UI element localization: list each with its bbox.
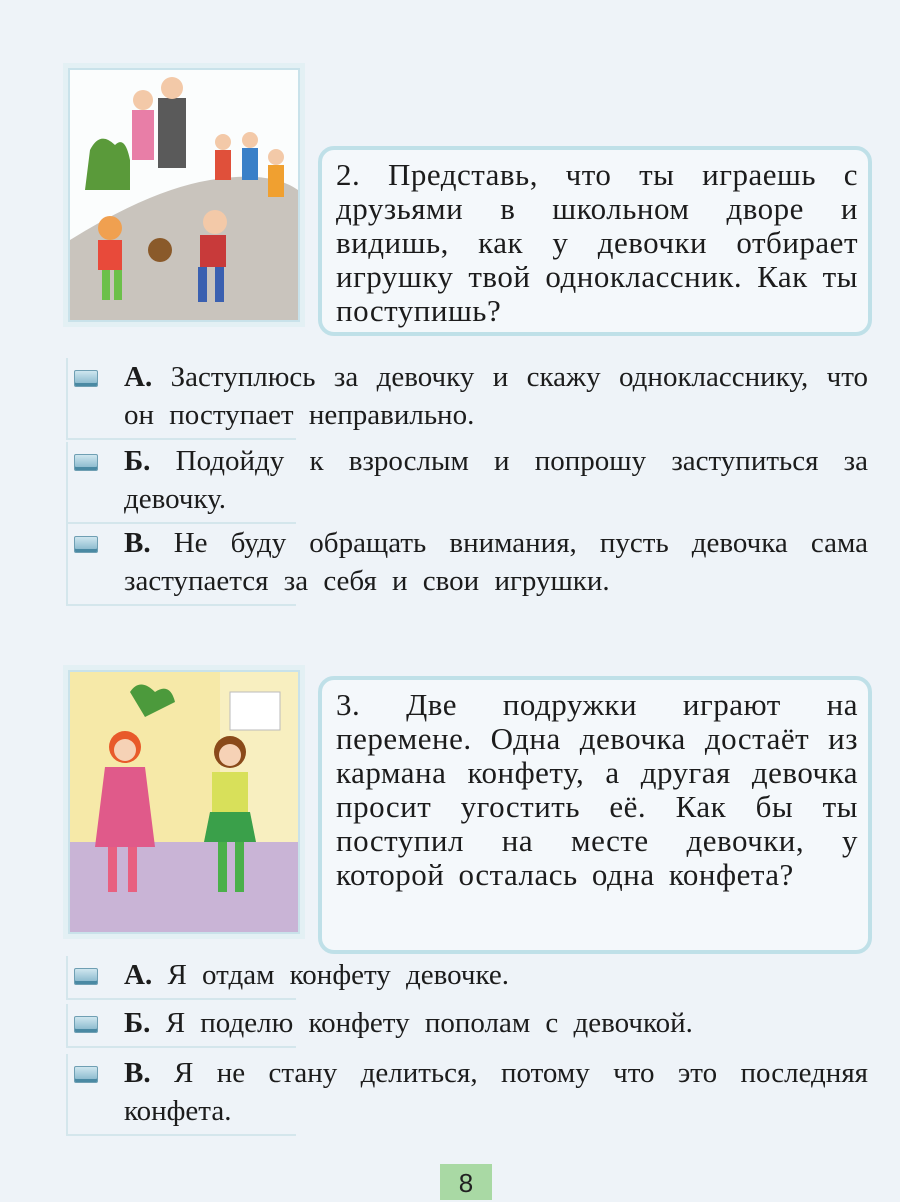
option-letter: А. — [124, 959, 153, 991]
option-row[interactable] — [66, 1054, 868, 1136]
option-label: Подойду к взрослым и попрошу заступиться за девочку. — [124, 445, 868, 515]
option-row[interactable] — [66, 524, 868, 606]
illustration-schoolyard — [68, 68, 300, 322]
option-label: Заступлюсь за девочку и скажу однокласснику, что он поступает неправильно. — [124, 361, 868, 431]
option-label: Я поделю конфету пополам с девочкой. — [165, 1007, 693, 1039]
option-letter: Б. — [124, 445, 151, 477]
option-row[interactable] — [66, 956, 868, 1000]
checkbox-icon[interactable] — [74, 1016, 98, 1033]
question-2-text: 2. Представь, что ты играешь с друзьями в школьном дворе и видишь, как у девочки отбирает игрушку твой одноклассник. Как ты поступишь? — [336, 157, 858, 328]
option-label: Я отдам конфету девочке. — [167, 959, 509, 991]
page-number: 8 — [440, 1164, 492, 1200]
option-label: Не буду обращать внимания, пусть девочка сама заступается за себя и свои игрушки. — [124, 527, 868, 597]
option-letter: В. — [124, 527, 151, 559]
checkbox-icon[interactable] — [74, 968, 98, 985]
checkbox-icon[interactable] — [74, 1066, 98, 1083]
option-text — [124, 442, 868, 518]
two-girls-picture — [70, 672, 298, 932]
option-letter: В. — [124, 1057, 151, 1089]
checkbox-icon[interactable] — [74, 370, 98, 387]
option-text — [124, 358, 868, 434]
checkbox-icon[interactable] — [74, 536, 98, 553]
question-3-text: 3. Две подружки играют на перемене. Одна девочка достаёт из кармана конфету, а другая девочка просит угостить её. Как бы ты поступил на месте девочки, у которой осталась одна конфета? — [336, 687, 858, 892]
illustration-two-girls — [68, 670, 300, 934]
option-label: Я не стану делиться, потому что это последняя конфета. — [124, 1057, 869, 1127]
option-text — [124, 1054, 868, 1130]
option-letter: Б. — [124, 1007, 151, 1039]
option-row[interactable] — [66, 358, 868, 440]
option-text — [124, 1004, 868, 1042]
option-letter: А. — [124, 361, 153, 393]
option-row[interactable] — [66, 442, 868, 524]
option-text — [124, 956, 868, 994]
option-text — [124, 524, 868, 600]
checkbox-icon[interactable] — [74, 454, 98, 471]
schoolyard-picture — [70, 70, 298, 320]
option-row[interactable] — [66, 1004, 868, 1048]
